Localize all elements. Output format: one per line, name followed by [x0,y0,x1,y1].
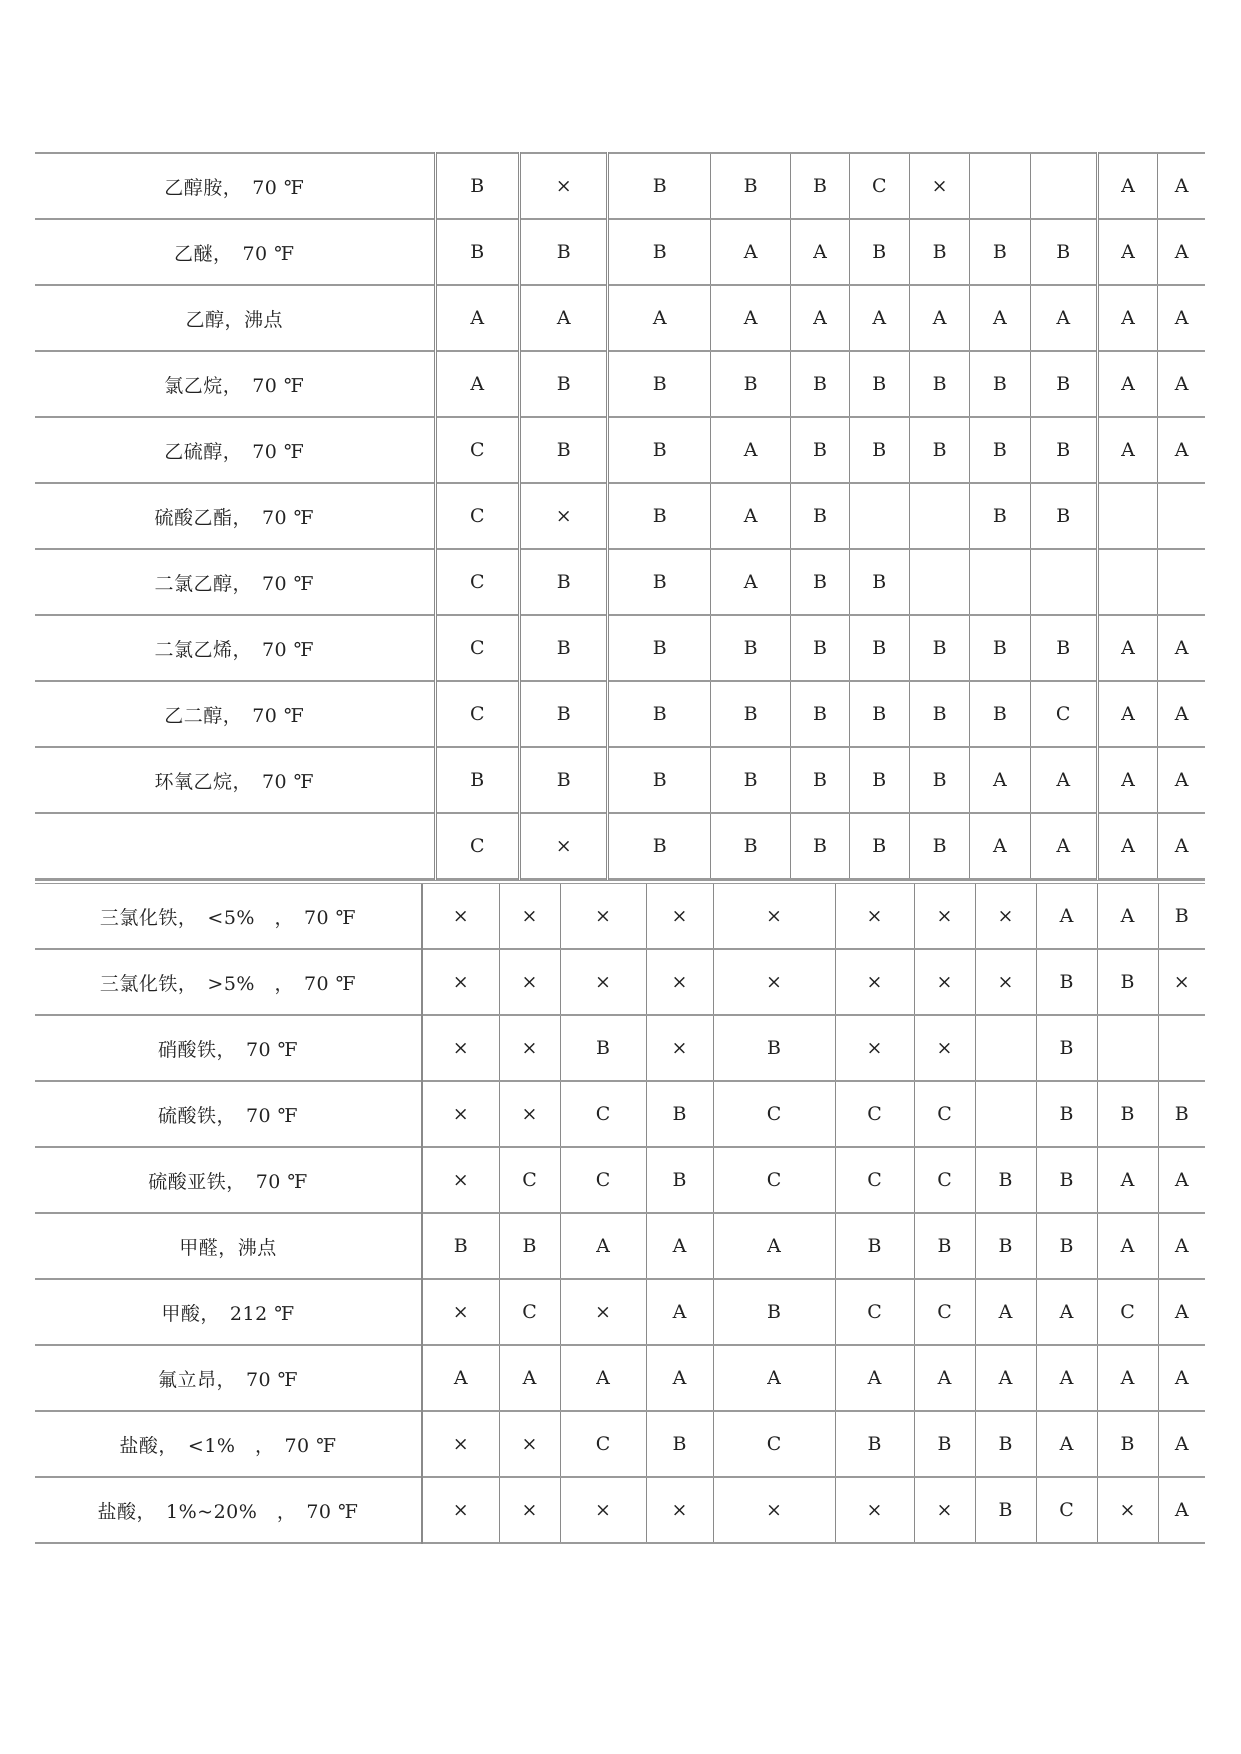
rating-cell: A [1158,615,1205,681]
table-row [35,813,1205,879]
rating-cell: × [914,1015,975,1081]
rating-cell: B [975,1147,1036,1213]
rating-cell: B [519,747,607,813]
rating-cell: A [1036,1279,1097,1345]
rating-cell: A [560,1213,646,1279]
table-row [35,417,1205,483]
rating-cell: A [422,1345,499,1411]
rating-cell: A [499,1345,560,1411]
rating-cell: × [519,483,607,549]
rating-cell [1097,549,1157,615]
rating-cell [970,549,1030,615]
rating-cell: B [791,483,849,549]
rating-cell: × [975,884,1036,949]
rating-cell [975,1081,1036,1147]
rating-cell: B [975,1213,1036,1279]
table-row [35,747,1205,813]
rating-cell: B [1036,1147,1097,1213]
rating-cell: B [1097,1411,1158,1477]
rating-cell: × [499,949,560,1015]
rating-cell [975,1015,1036,1081]
rating-cell: A [1097,417,1157,483]
rating-cell: A [1097,1147,1158,1213]
rating-cell: B [608,351,711,417]
table-row [35,1411,1205,1477]
table-1-body [35,153,1205,879]
table-row [35,884,1205,949]
rating-cell: A [1036,884,1097,949]
rating-cell: B [519,549,607,615]
rating-cell: B [1036,1015,1097,1081]
document-page [35,152,1205,1544]
chemical-name-cell: 盐酸， 1%~20% ， 70 ℉ [35,1477,422,1543]
rating-cell: × [560,949,646,1015]
rating-cell: × [909,153,969,219]
rating-cell: × [422,1411,499,1477]
rating-cell: A [1158,813,1205,879]
rating-cell: C [560,1411,646,1477]
chemical-name-cell: 三氯化铁， <5% ， 70 ℉ [35,884,422,949]
rating-cell: B [608,153,711,219]
rating-cell: B [909,681,969,747]
chemical-name-cell: 盐酸， <1% ， 70 ℉ [35,1411,422,1477]
rating-cell [1030,153,1097,219]
rating-cell: A [713,1213,835,1279]
rating-cell: B [849,615,909,681]
rating-cell: A [1097,813,1157,879]
rating-cell: B [970,681,1030,747]
chemical-name-cell: 氯乙烷， 70 ℉ [35,351,435,417]
chemical-name-cell: 硫酸亚铁， 70 ℉ [35,1147,422,1213]
rating-cell: B [710,351,790,417]
rating-cell: × [499,1477,560,1543]
rating-cell: A [1097,747,1157,813]
rating-cell: C [835,1147,914,1213]
rating-cell: × [422,1477,499,1543]
rating-cell: A [1097,681,1157,747]
rating-cell: C [713,1081,835,1147]
rating-cell: B [835,1411,914,1477]
rating-cell: A [1158,153,1205,219]
rating-cell: C [435,549,519,615]
chemical-name-cell: 环氧乙烷， 70 ℉ [35,747,435,813]
rating-cell: B [519,417,607,483]
table-row [35,681,1205,747]
rating-cell: B [791,747,849,813]
table-row [35,285,1205,351]
rating-cell [1097,1015,1158,1081]
rating-cell: × [835,1477,914,1543]
rating-cell [1158,549,1205,615]
table-row [35,483,1205,549]
rating-cell: × [499,1081,560,1147]
rating-cell: B [710,813,790,879]
rating-cell [909,483,969,549]
table-row [35,351,1205,417]
rating-cell: B [970,615,1030,681]
rating-cell: × [422,1081,499,1147]
chemical-name-cell: 氟立昂， 70 ℉ [35,1345,422,1411]
table-row [35,1279,1205,1345]
rating-cell: B [849,219,909,285]
table-row [35,153,1205,219]
rating-cell: B [909,615,969,681]
rating-cell: A [560,1345,646,1411]
rating-cell: B [914,1213,975,1279]
rating-cell: × [713,949,835,1015]
rating-cell: A [1158,1477,1205,1543]
chemical-name-cell: 乙醇，沸点 [35,285,435,351]
rating-cell: C [435,813,519,879]
rating-cell: B [1097,1081,1158,1147]
resistance-table-1 [35,152,1205,880]
rating-cell: A [791,285,849,351]
rating-cell: B [791,549,849,615]
rating-cell: A [1097,285,1157,351]
rating-cell: A [1097,219,1157,285]
rating-cell: C [560,1081,646,1147]
rating-cell: B [970,417,1030,483]
rating-cell: A [1097,884,1158,949]
rating-cell: B [608,417,711,483]
rating-cell: × [646,1477,713,1543]
rating-cell: A [975,1345,1036,1411]
rating-cell: C [499,1147,560,1213]
rating-cell: A [710,285,790,351]
rating-cell: × [835,884,914,949]
chemical-name-cell: 甲醛，沸点 [35,1213,422,1279]
rating-cell: A [1036,1411,1097,1477]
rating-cell: A [1158,285,1205,351]
table-row [35,949,1205,1015]
rating-cell: C [1036,1477,1097,1543]
rating-cell: B [646,1147,713,1213]
resistance-table-2 [35,884,1205,1544]
rating-cell: A [435,351,519,417]
rating-cell: C [914,1081,975,1147]
rating-cell [1158,483,1205,549]
rating-cell: B [1036,1081,1097,1147]
rating-cell: B [791,813,849,879]
rating-cell: A [710,417,790,483]
rating-cell: A [835,1345,914,1411]
rating-cell: A [1097,615,1157,681]
chemical-name-cell: 硝酸铁， 70 ℉ [35,1015,422,1081]
rating-cell: A [646,1213,713,1279]
rating-cell: A [1158,1147,1205,1213]
rating-cell: A [1030,747,1097,813]
rating-cell: C [914,1147,975,1213]
rating-cell: A [970,813,1030,879]
rating-cell: C [713,1147,835,1213]
table-row [35,1477,1205,1543]
rating-cell: B [710,747,790,813]
table-row [35,1345,1205,1411]
rating-cell: B [791,351,849,417]
rating-cell: A [1030,813,1097,879]
rating-cell: A [1158,1279,1205,1345]
table-row [35,615,1205,681]
rating-cell: B [970,483,1030,549]
rating-cell: × [646,1015,713,1081]
chemical-name-cell: 乙二醇， 70 ℉ [35,681,435,747]
chemical-name-cell: 硫酸铁， 70 ℉ [35,1081,422,1147]
rating-cell: B [791,153,849,219]
rating-cell: A [435,285,519,351]
rating-cell: A [975,1279,1036,1345]
rating-cell [1097,483,1157,549]
rating-cell: × [1097,1477,1158,1543]
rating-cell [909,549,969,615]
rating-cell: C [435,483,519,549]
chemical-name-cell: 乙硫醇， 70 ℉ [35,417,435,483]
rating-cell: B [1097,949,1158,1015]
rating-cell: × [713,1477,835,1543]
rating-cell: A [1030,285,1097,351]
rating-cell: C [1097,1279,1158,1345]
chemical-name-cell: 硫酸乙酯， 70 ℉ [35,483,435,549]
rating-cell: × [560,884,646,949]
rating-cell: B [1030,483,1097,549]
rating-cell: A [1158,219,1205,285]
rating-cell: C [713,1411,835,1477]
chemical-name-cell: 二氯乙醇， 70 ℉ [35,549,435,615]
rating-cell: × [914,949,975,1015]
rating-cell: B [422,1213,499,1279]
rating-cell: B [519,615,607,681]
rating-cell: B [1030,615,1097,681]
rating-cell: A [1158,1411,1205,1477]
chemical-name-cell: 二氯乙烯， 70 ℉ [35,615,435,681]
rating-cell: B [1030,219,1097,285]
rating-cell: B [435,219,519,285]
rating-cell: × [835,1015,914,1081]
rating-cell: × [422,1279,499,1345]
rating-cell: B [519,681,607,747]
rating-cell: C [835,1279,914,1345]
rating-cell: A [1097,351,1157,417]
rating-cell: B [646,1411,713,1477]
rating-cell: C [849,153,909,219]
rating-cell: × [646,884,713,949]
rating-cell: A [1036,1345,1097,1411]
rating-cell [1030,549,1097,615]
rating-cell: B [791,681,849,747]
rating-cell: A [970,285,1030,351]
rating-cell: B [975,1477,1036,1543]
rating-cell: A [710,219,790,285]
rating-cell: × [560,1477,646,1543]
table-row [35,549,1205,615]
rating-cell: B [1158,1081,1205,1147]
rating-cell [970,153,1030,219]
rating-cell: A [1158,1213,1205,1279]
table-row [35,1213,1205,1279]
rating-cell: A [713,1345,835,1411]
rating-cell: × [499,1015,560,1081]
rating-cell: B [608,681,711,747]
rating-cell: A [710,549,790,615]
table-row [35,1147,1205,1213]
rating-cell: × [646,949,713,1015]
rating-cell: B [608,747,711,813]
rating-cell: × [975,949,1036,1015]
rating-cell: B [608,219,711,285]
rating-cell: B [1030,417,1097,483]
rating-cell: B [710,681,790,747]
rating-cell: × [560,1279,646,1345]
rating-cell: A [970,747,1030,813]
chemical-name-cell: 甲酸， 212 ℉ [35,1279,422,1345]
rating-cell: B [1036,1213,1097,1279]
rating-cell: B [710,153,790,219]
rating-cell: C [1030,681,1097,747]
rating-cell: B [791,615,849,681]
rating-cell: A [849,285,909,351]
rating-cell: B [791,417,849,483]
chemical-name-cell: 乙醇胺， 70 ℉ [35,153,435,219]
rating-cell: × [422,884,499,949]
rating-cell: A [1158,417,1205,483]
rating-cell: B [909,219,969,285]
rating-cell: B [1158,884,1205,949]
rating-cell: B [975,1411,1036,1477]
rating-cell: B [1036,949,1097,1015]
rating-cell: B [608,615,711,681]
rating-cell: × [499,884,560,949]
rating-cell: A [1097,1213,1158,1279]
rating-cell: × [914,1477,975,1543]
table-row [35,1015,1205,1081]
table-row [35,1081,1205,1147]
rating-cell: A [791,219,849,285]
rating-cell: C [435,615,519,681]
rating-cell: C [560,1147,646,1213]
rating-cell: B [970,351,1030,417]
rating-cell: A [1158,747,1205,813]
rating-cell: B [713,1015,835,1081]
rating-cell: B [710,615,790,681]
rating-cell: C [499,1279,560,1345]
table-row [35,219,1205,285]
rating-cell: B [560,1015,646,1081]
rating-cell: B [909,351,969,417]
rating-cell: × [422,1015,499,1081]
rating-cell: B [970,219,1030,285]
rating-cell: A [1158,1345,1205,1411]
rating-cell: C [435,417,519,483]
rating-cell: A [914,1345,975,1411]
rating-cell: B [608,813,711,879]
rating-cell: B [519,219,607,285]
rating-cell: B [909,813,969,879]
rating-cell: C [835,1081,914,1147]
rating-cell: B [608,483,711,549]
rating-cell: B [835,1213,914,1279]
rating-cell: B [499,1213,560,1279]
rating-cell: × [422,949,499,1015]
rating-cell: A [608,285,711,351]
rating-cell: × [1158,949,1205,1015]
rating-cell: A [909,285,969,351]
rating-cell: A [1158,351,1205,417]
rating-cell: B [435,153,519,219]
rating-cell: B [1030,351,1097,417]
rating-cell: × [914,884,975,949]
rating-cell: A [1097,1345,1158,1411]
rating-cell: B [914,1411,975,1477]
rating-cell: × [519,813,607,879]
rating-cell: A [646,1345,713,1411]
rating-cell: A [1097,153,1157,219]
rating-cell: B [608,549,711,615]
chemical-name-cell [35,813,435,879]
rating-cell: B [849,417,909,483]
rating-cell: × [499,1411,560,1477]
rating-cell: B [713,1279,835,1345]
rating-cell [849,483,909,549]
rating-cell: B [519,351,607,417]
rating-cell: × [713,884,835,949]
rating-cell: B [849,747,909,813]
rating-cell: × [422,1147,499,1213]
rating-cell: B [849,813,909,879]
rating-cell: B [909,417,969,483]
rating-cell: A [646,1279,713,1345]
rating-cell: C [914,1279,975,1345]
rating-cell: B [849,351,909,417]
rating-cell: A [1158,681,1205,747]
rating-cell: A [519,285,607,351]
rating-cell: B [646,1081,713,1147]
rating-cell: B [909,747,969,813]
chemical-name-cell: 三氯化铁， >5% ， 70 ℉ [35,949,422,1015]
rating-cell: × [835,949,914,1015]
table-2-body [35,884,1205,1543]
rating-cell: B [435,747,519,813]
rating-cell: C [435,681,519,747]
rating-cell [1158,1015,1205,1081]
rating-cell: A [710,483,790,549]
rating-cell: B [849,681,909,747]
chemical-name-cell: 乙醚， 70 ℉ [35,219,435,285]
rating-cell: × [519,153,607,219]
rating-cell: B [849,549,909,615]
